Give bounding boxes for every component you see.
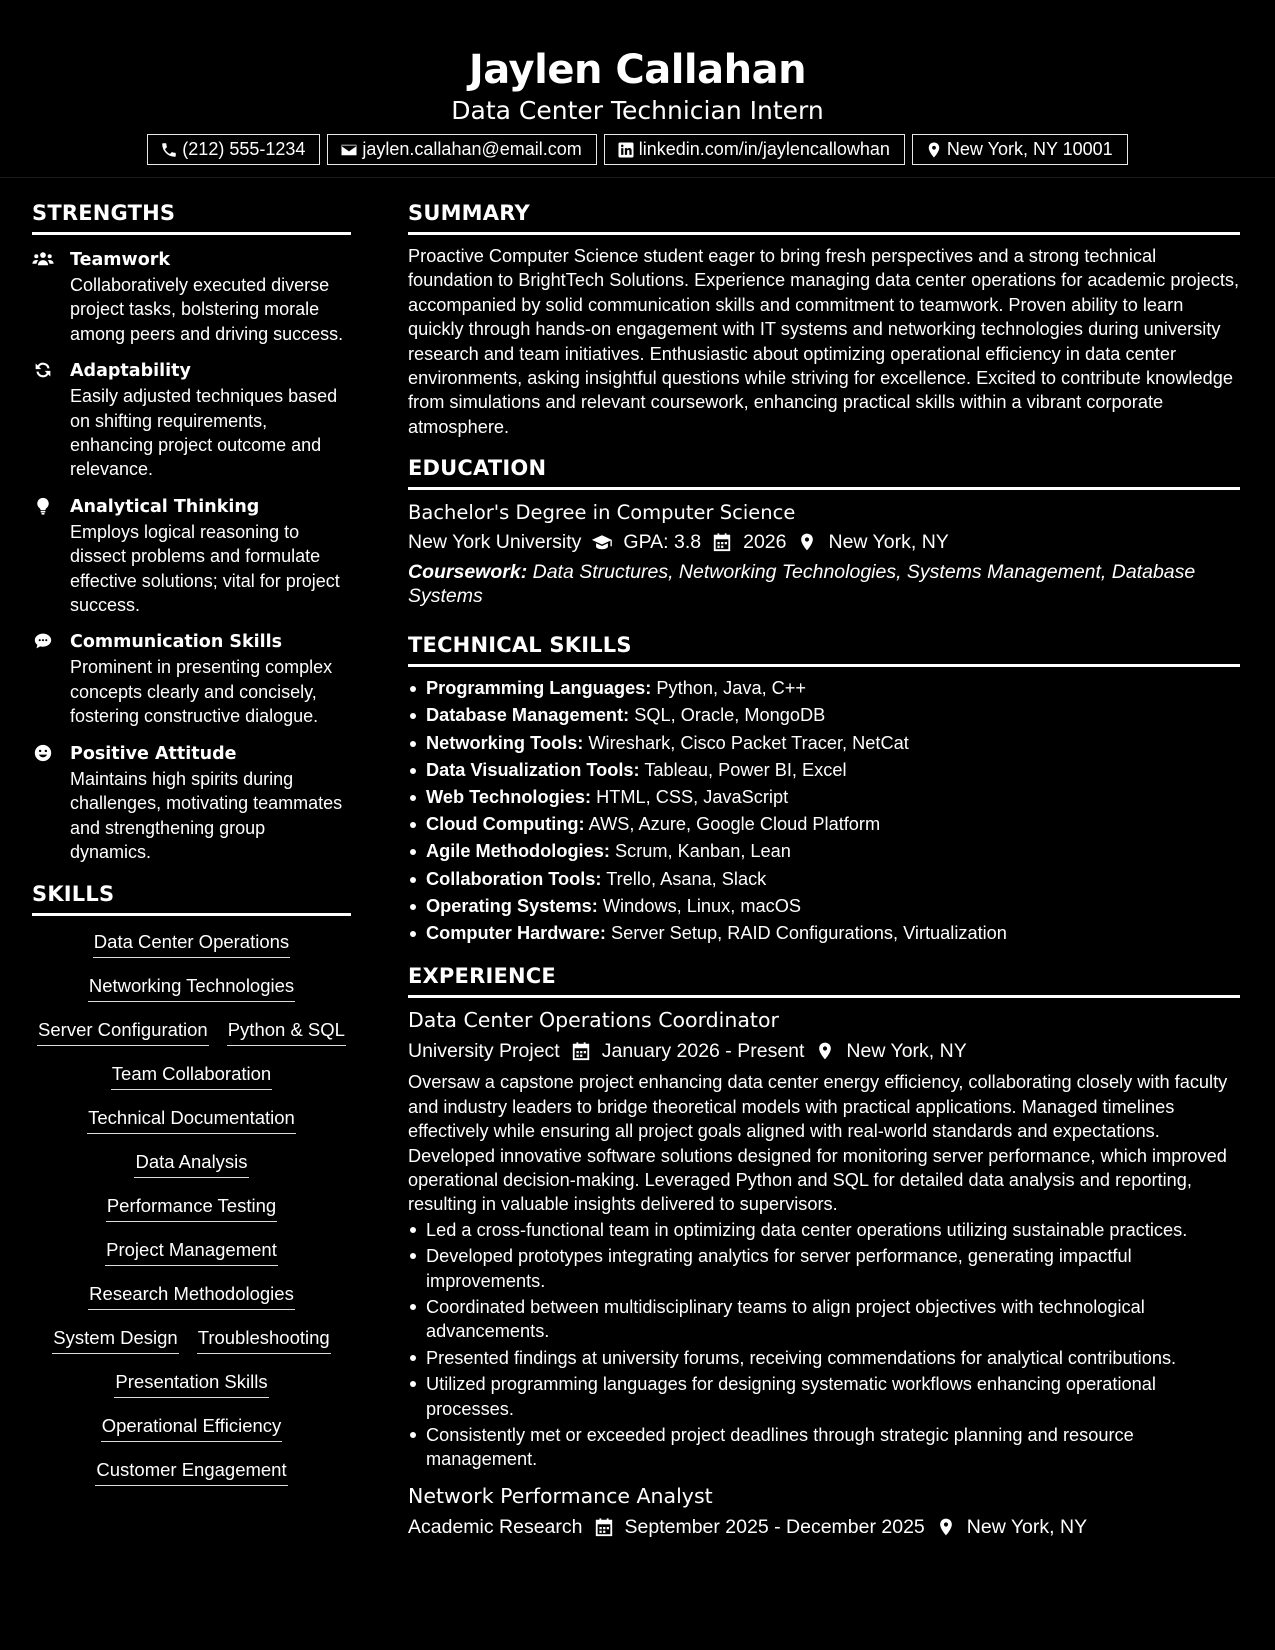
resume-header	[0, 0, 1275, 178]
skill-row	[32, 1280, 351, 1310]
job-org: Academic Research	[408, 1515, 583, 1538]
job-description: Oversaw a capstone project enhancing data center energy efficiency, collaborating closely with faculty and industry leaders to bridge theoretical models with practical applications. Managed timelines effectively while ensuring all project goals aligned with real-world standards and expectations. Developed innovative software solutions designed for monitoring server performance, which improved operational decision-making. Leveraged Python and SQL for detailed data analysis and reporting, resulting in valuable insights delivered to supervisors.	[408, 1072, 1228, 1215]
experience-heading: EXPERIENCE	[408, 959, 1240, 998]
strength-item	[32, 359, 351, 482]
skill-row	[32, 1016, 351, 1046]
list-item	[408, 893, 1240, 920]
list-item	[408, 784, 1240, 811]
list-item: Presented findings at university forums, receiving commendations for analytical contributions.	[408, 1346, 1240, 1370]
skill-tag: Team Collaboration	[111, 1060, 272, 1090]
phone-icon	[160, 141, 178, 159]
location-icon	[925, 141, 943, 159]
coursework	[408, 560, 1240, 608]
skill-tag: Troubleshooting	[197, 1324, 331, 1354]
skill-row	[32, 1192, 351, 1222]
strength-desc: Maintains high spirits during challenges, motivating teammates and strengthening group dynamics.	[70, 768, 343, 862]
email-icon	[340, 141, 358, 159]
technical-skills-heading: TECHNICAL SKILLS	[408, 628, 1240, 667]
skill-tag: Data Center Operations	[93, 928, 290, 958]
list-item	[408, 757, 1240, 784]
contact-phone-text: (212) 555-1234	[182, 139, 306, 159]
candidate-name: Jaylen Callahan	[468, 47, 807, 93]
list-item	[408, 838, 1240, 865]
location-icon	[796, 532, 818, 552]
job-dates: January 2026 - Present	[601, 1040, 805, 1063]
list-item: Developed prototypes integrating analytics for server performance, generating impactful improvements.	[408, 1244, 1240, 1293]
skill-row	[32, 928, 351, 958]
list-item	[408, 730, 1240, 757]
strength-title: Analytical Thinking	[70, 496, 260, 517]
list-item	[408, 675, 1240, 702]
contact-location	[912, 134, 1128, 165]
job-position: Network Performance Analyst	[408, 1483, 713, 1508]
strength-desc: Prominent in presenting complex concepts clearly and concisely, fostering constructive dialogue.	[70, 657, 333, 727]
list-item: Coordinated between multidisciplinary teams to align project objectives with technological advancements.	[408, 1295, 1240, 1344]
skill-row	[32, 1412, 351, 1442]
skill-tag: Customer Engagement	[95, 1456, 287, 1486]
strength-item	[32, 248, 351, 346]
tech-skill-value: Trello, Asana, Slack	[606, 868, 767, 889]
skill-tag: Operational Efficiency	[101, 1412, 283, 1442]
tech-skill-value: Wireshark, Cisco Packet Tracer, NetCat	[588, 732, 909, 753]
tech-skill-label: Computer Hardware:	[426, 923, 606, 944]
skill-row	[32, 1368, 351, 1398]
strengths-list	[32, 248, 351, 864]
skills-heading: SKILLS	[32, 877, 351, 916]
contact-phone[interactable]	[147, 134, 320, 165]
tech-skill-label: Web Technologies:	[426, 787, 592, 808]
tech-skill-value: HTML, CSS, JavaScript	[596, 787, 789, 808]
summary-text: Proactive Computer Science student eager to bring fresh perspectives and a strong technical foundation to BrightTech Solutions. Experience managing data center operations for academic projects, accompanied by solid communication skills and commitment to teamwork. Proven ability to learn quickly through hands-on engagement with IT systems and networking technologies during university research and team initiatives. Enthusiastic about optimizing operational efficiency in data center environments, asking insightful questions while striving for excellence. Excited to contribute knowledge from simulations and relevant coursework, enhancing practical skills within a vibrant corporate atmosphere.	[408, 246, 1240, 437]
calendar-icon	[570, 1041, 592, 1061]
skill-row	[32, 1236, 351, 1266]
skill-row	[32, 1324, 351, 1354]
lightbulb-icon	[32, 497, 56, 517]
strength-desc: Easily adjusted techniques based on shifting requirements, enhancing project outcome and relevance.	[70, 386, 338, 480]
tech-skill-label: Operating Systems:	[426, 895, 598, 916]
job-dates: September 2025 - December 2025	[624, 1515, 925, 1538]
strength-title: Adaptability	[70, 361, 191, 382]
strength-title: Communication Skills	[70, 632, 283, 653]
job-entry	[408, 1481, 1240, 1542]
tech-skill-value: Windows, Linux, macOS	[602, 895, 801, 916]
users-icon	[32, 250, 56, 270]
contact-email-text: jaylen.callahan@email.com	[362, 139, 582, 159]
tech-skill-label: Agile Methodologies:	[426, 841, 610, 862]
school-location: New York, NY	[828, 531, 949, 554]
skill-tag: Research Methodologies	[88, 1280, 295, 1310]
skill-tag: Networking Technologies	[88, 972, 295, 1002]
job-position: Data Center Operations Coordinator	[408, 1008, 779, 1033]
graduation-year: 2026	[743, 531, 787, 554]
summary-heading: SUMMARY	[408, 196, 1240, 235]
list-item: Consistently met or exceeded project deadlines through strategic planning and resource management.	[408, 1423, 1240, 1472]
chat-icon	[32, 632, 56, 652]
tech-skill-label: Database Management:	[426, 705, 630, 726]
strength-item	[32, 742, 351, 865]
strengths-heading: STRENGTHS	[32, 196, 351, 235]
job-location: New York, NY	[846, 1040, 967, 1063]
location-icon	[814, 1041, 836, 1061]
coursework-label: Coursework:	[408, 561, 528, 584]
skill-tag: Performance Testing	[106, 1192, 277, 1222]
job-title: Data Center Technician Intern	[451, 96, 824, 125]
skill-tag: System Design	[52, 1324, 178, 1354]
strength-desc: Employs logical reasoning to dissect problems and formulate effective solutions; vital for project success.	[70, 521, 340, 616]
tech-skill-label: Data Visualization Tools:	[426, 759, 640, 780]
smile-icon	[32, 744, 56, 764]
tech-skill-value: AWS, Azure, Google Cloud Platform	[588, 814, 881, 835]
job-entry	[408, 1005, 1240, 1472]
strength-title: Teamwork	[70, 250, 170, 270]
calendar-icon	[593, 1517, 615, 1537]
tech-skill-value: Python, Java, C++	[656, 678, 807, 699]
contact-linkedin-text: linkedin.com/in/jaylencallowhan	[638, 139, 890, 159]
skill-tag: Server Configuration	[37, 1016, 209, 1046]
contact-bar	[0, 134, 1275, 165]
linkedin-icon	[617, 141, 635, 159]
contact-email[interactable]	[327, 134, 596, 165]
tech-skill-label: Cloud Computing:	[426, 814, 585, 835]
graduation-cap-icon	[591, 532, 613, 552]
skill-row	[32, 1060, 351, 1090]
refresh-icon	[32, 361, 56, 381]
degree-title: Bachelor's Degree in Computer Science	[408, 501, 796, 525]
education-meta	[408, 527, 1240, 557]
list-item	[408, 866, 1240, 893]
left-column	[32, 196, 351, 1486]
list-item: Utilized programming languages for designing systematic workflows enhancing operational processes.	[408, 1372, 1240, 1421]
strength-desc: Collaboratively executed diverse project tasks, bolstering morale among peers and driving success.	[70, 275, 344, 344]
strength-item	[32, 630, 351, 728]
right-column	[408, 196, 1240, 1542]
contact-linkedin[interactable]	[604, 134, 905, 165]
skill-tag: Data Analysis	[134, 1148, 248, 1178]
job-org: University Project	[408, 1040, 560, 1063]
school-name: New York University	[408, 531, 582, 554]
skill-tag: Presentation Skills	[114, 1368, 268, 1398]
list-item	[408, 702, 1240, 729]
job-bullets	[408, 1218, 1240, 1472]
skills-cloud	[32, 928, 351, 1486]
job-meta	[408, 1512, 1240, 1542]
job-meta	[408, 1036, 1240, 1066]
skill-tag: Project Management	[105, 1236, 278, 1266]
location-icon	[935, 1517, 957, 1537]
technical-skills-list	[408, 675, 1240, 947]
tech-skill-label: Networking Tools:	[426, 732, 584, 753]
list-item	[408, 920, 1240, 947]
tech-skill-value: SQL, Oracle, MongoDB	[634, 705, 826, 726]
tech-skill-label: Programming Languages:	[426, 678, 652, 699]
coursework-text: Data Structures, Networking Technologies, Systems Management, Database Systems	[408, 561, 1196, 608]
skill-row	[32, 972, 351, 1002]
tech-skill-value: Server Setup, RAID Configurations, Virtualization	[610, 923, 1007, 944]
contact-location-text: New York, NY 10001	[946, 139, 1113, 159]
tech-skill-value: Scrum, Kanban, Lean	[614, 841, 791, 862]
calendar-icon	[711, 532, 733, 552]
skill-tag: Technical Documentation	[87, 1104, 296, 1134]
skill-row	[32, 1456, 351, 1486]
list-item	[408, 811, 1240, 838]
skill-row	[32, 1104, 351, 1134]
skill-row	[32, 1148, 351, 1178]
tech-skill-label: Collaboration Tools:	[426, 868, 602, 889]
strength-title: Positive Attitude	[70, 743, 237, 764]
education-heading: EDUCATION	[408, 451, 1240, 490]
tech-skill-value: Tableau, Power BI, Excel	[644, 759, 847, 780]
gpa: GPA: 3.8	[623, 531, 702, 554]
job-location: New York, NY	[966, 1515, 1088, 1538]
strength-item	[32, 495, 351, 618]
list-item: Led a cross-functional team in optimizing data center operations utilizing sustainable practices.	[408, 1218, 1240, 1242]
skill-tag: Python & SQL	[227, 1016, 346, 1046]
